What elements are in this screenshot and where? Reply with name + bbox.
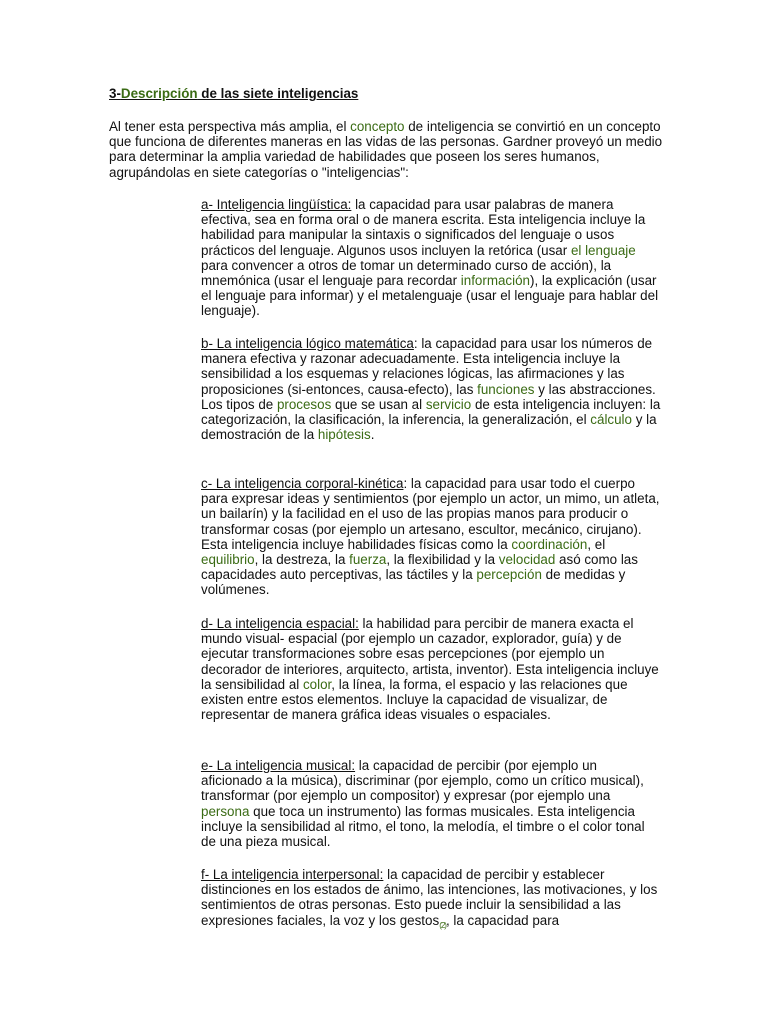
heading-number: 3- bbox=[109, 86, 121, 101]
section-f-text-2: , la capacidad para bbox=[445, 912, 560, 928]
section-f-text-1: la capacidad de percibir y establecer distinciones en los estados de ánimo, las intenciones, las motivaciones, y los sentimientos de otras personas. Esto puede incluir la sensibilidad a las expresiones faciales, la voz y los gestos bbox=[201, 867, 658, 928]
link-persona[interactable]: persona bbox=[201, 803, 250, 819]
section-d-text-2: , la línea, la forma, el espacio y las relaciones que existen entre estos elementos. Incluye la capacidad de visualizar, de representar de manera gráfica ideas visuales o espaciales. bbox=[201, 676, 628, 723]
section-e-text-1: la capacidad de percibir (por ejemplo un aficionado a la música), discriminar (por ejemplo, como un crítico musical), transformar (por ejemplo un compositor) y expresar (por ejemplo una bbox=[201, 758, 644, 804]
section-b-text-6: . bbox=[370, 427, 375, 443]
link-informacion[interactable]: información bbox=[460, 273, 530, 289]
section-d-text-1: la habilidad para percibir de manera exacta el mundo visual- espacial (por ejemplo un cazador, explorador, guía) y de ejecutar transformaciones sobre esas percepciones (por ejemplo un decorador de interiores, arquitecto, artista, inventor). Esta inteligencia incluye la sensibilidad al bbox=[201, 616, 659, 692]
section-c-text-5: asó como las capacidades auto perceptivas, las táctiles y la bbox=[201, 552, 638, 583]
section-a-text-2: para convencer a otros de tomar un determinado curso de acción), la mnemónica (usar el lenguaje para recordar bbox=[201, 257, 612, 289]
section-c-corporal-kinetica bbox=[201, 476, 661, 598]
section-f-interpersonal bbox=[201, 867, 661, 933]
section-b-text-1: : la capacidad para usar los números de manera efectiva y razonar adecuadamente. Esta inteligencia incluye la sensibilidad a los esquemas y relaciones lógicas, las afirmaciones y las proposiciones (si-entonces, causa-efecto), las bbox=[201, 336, 653, 397]
intro-text-1: Al tener esta perspectiva más amplia, el bbox=[109, 119, 351, 134]
link-velocidad[interactable]: velocidad bbox=[498, 552, 556, 568]
heading-rest: de las siete inteligencias bbox=[197, 86, 359, 101]
link-percepcion[interactable]: percepción bbox=[476, 567, 542, 583]
link-funciones[interactable]: funciones bbox=[477, 381, 535, 397]
section-e-title: e- La inteligencia musical: bbox=[201, 758, 356, 773]
section-heading bbox=[109, 86, 358, 101]
section-c-text-4: , la flexibilidad y la bbox=[386, 552, 499, 568]
section-b-text-3: que se usan al bbox=[331, 396, 426, 412]
link-equilibrio[interactable]: equilibrio bbox=[201, 552, 255, 568]
section-d-espacial bbox=[201, 616, 661, 722]
section-c-text-1: : la capacidad para usar todo el cuerpo para expresar ideas y sentimientos (por ejemplo un actor, un mimo, un atleta, un bailarín) y la facilidad en el uso de las propias manos para producir o transformar cosas (por ejemplo un artesano, escultor, mecánico, cirujano). Esta inteligencia incluye habilidades físicas como la bbox=[201, 476, 660, 552]
section-a-linguistica bbox=[201, 197, 661, 319]
section-a-text-1: la capacidad para usar palabras de manera efectiva, sea en forma oral o de manera escrita. Esta inteligencia incluye la habilidad para manipular la sintaxis o significados del lenguaje o usos prácticos del lenguaje. Algunos usos incluyen la retórica (usar bbox=[201, 197, 646, 258]
section-c-text-6: de medidas y volúmenes. bbox=[201, 567, 626, 598]
section-d-title: d- La inteligencia espacial: bbox=[201, 616, 359, 631]
intro-text-2: de inteligencia se convirtió en un concepto que funciona de diferentes maneras en las vidas de las personas. Gardner proveyó un medio para determinar la amplia variedad de habilidades que poseen los seres humanos, agrupándolas en siete categorías o "inteligencias": bbox=[109, 119, 663, 180]
section-b-text-5: y la demostración de la bbox=[201, 412, 657, 443]
section-b-text-4: de esta inteligencia incluyen: la categorización, la clasificación, la inferencia, la generalización, el bbox=[201, 396, 661, 428]
link-el-lenguaje[interactable]: el lenguaje bbox=[570, 242, 636, 258]
heading-link-descripcion[interactable]: Descripción bbox=[120, 86, 198, 101]
section-a-text-3: ), la explicación (usar el lenguaje para informar) y el metalenguaje (usar el lenguaje para hablar del lenguaje). bbox=[201, 273, 659, 319]
section-e-musical bbox=[201, 758, 661, 849]
section-b-logico-matematica bbox=[201, 336, 661, 442]
link-coordinacion[interactable]: coordinación bbox=[511, 536, 588, 552]
section-c-title: c- La inteligencia corporal-kinética bbox=[201, 476, 404, 491]
link-hipotesis[interactable]: hipótesis bbox=[317, 427, 371, 443]
link-procesos[interactable]: procesos bbox=[276, 396, 332, 412]
section-b-text-2: y las abstracciones. Los tipos de bbox=[201, 381, 656, 412]
section-e-text-2: que toca un instrumento) las formas musicales. Esta inteligencia incluye la sensibilidad al ritmo, el tono, la melodía, el timbre o el color tonal de una pieza musical. bbox=[201, 803, 645, 850]
link-color[interactable]: color bbox=[302, 676, 332, 692]
section-f-title: f- La inteligencia interpersonal: bbox=[201, 867, 384, 882]
footnote-ref-2[interactable]: (2) bbox=[439, 920, 446, 930]
section-c-text-2: , el bbox=[587, 536, 606, 552]
link-concepto[interactable]: concepto bbox=[350, 119, 405, 134]
link-servicio[interactable]: servicio bbox=[425, 396, 472, 412]
intro-paragraph bbox=[109, 119, 669, 180]
link-fuerza[interactable]: fuerza bbox=[349, 552, 387, 568]
section-b-title: b- La inteligencia lógico matemática bbox=[201, 336, 414, 351]
section-a-title: a- Inteligencia lingüística: bbox=[201, 197, 352, 212]
section-c-text-3: , la destreza, la bbox=[254, 552, 350, 568]
link-calculo[interactable]: cálculo bbox=[590, 412, 632, 428]
